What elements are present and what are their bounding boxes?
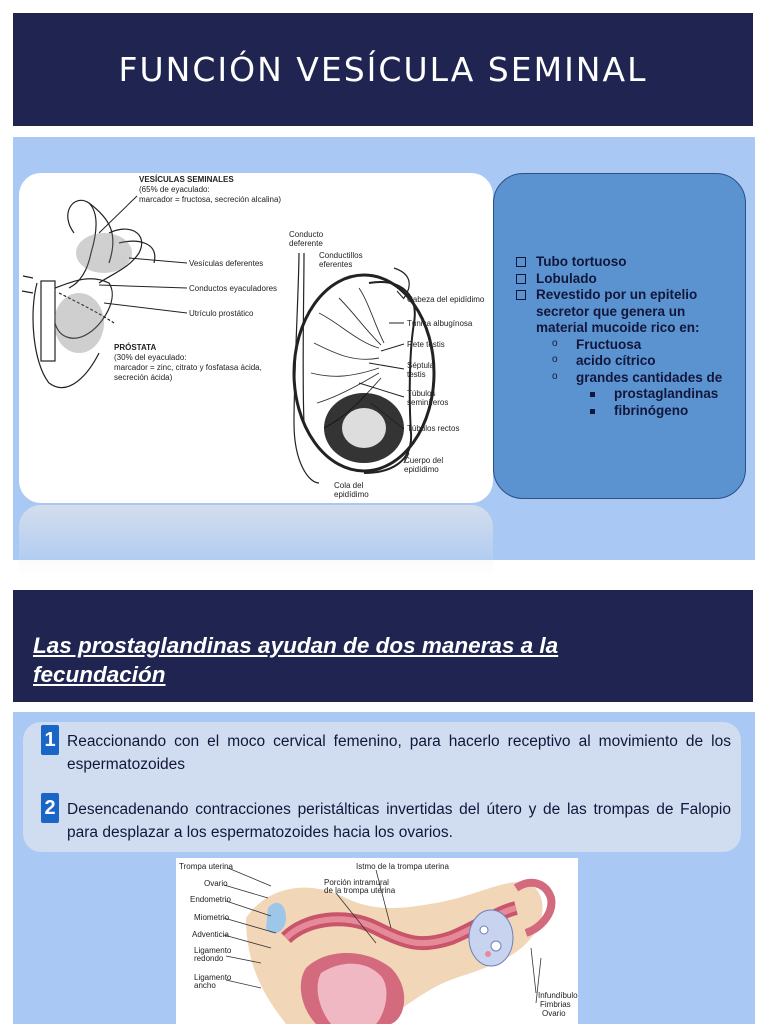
diagram-reflection	[19, 505, 493, 575]
female-anatomy-diagram	[176, 858, 578, 1024]
number-badge-1: 1	[41, 725, 59, 755]
label-ligamento-redondo: Ligamento redondo	[194, 946, 232, 963]
point-2-text: Desencadenando contracciones peristálticas invertidas del útero y de las trompas de Falopio para desplazar a los espermatozoides hacia los ovarios.	[67, 801, 731, 841]
label-prostata-sub3: secreción ácida)	[114, 373, 173, 382]
slide2-header	[13, 590, 753, 702]
label-conductillos: Conductillos eferentes	[319, 251, 363, 269]
label-cabeza: Cabeza del epidídimo	[407, 295, 485, 304]
label-miometrio: Miometrio	[194, 913, 230, 922]
label-vesiculas-sub1: (65% de eyaculado:	[139, 185, 210, 194]
label-infundibulo: Infundíbulo	[538, 991, 578, 1000]
label-prostata-sub2: marcador = zinc, citrato y fosfatasa ácida,	[114, 363, 262, 372]
label-adventicia: Adventicia	[192, 930, 229, 939]
label-porcion: Porción intramural de la trompa uterina	[324, 878, 396, 895]
bullet-subsubitem: prostaglandinas	[514, 386, 735, 403]
bullet-item: Tubo tortuoso	[514, 254, 735, 271]
slide1-header	[13, 13, 753, 126]
point-1	[41, 730, 731, 776]
label-endometrio: Endometrio	[190, 895, 231, 904]
male-anatomy-illustration	[19, 173, 493, 503]
label-vesiculas-sub2: marcador = fructosa, secreción alcalina)	[139, 195, 282, 204]
bullet-item: Lobulado	[514, 271, 735, 288]
points-box	[23, 722, 741, 852]
point-1-text: Reaccionando con el moco cervical femenino, para hacerlo receptivo al movimiento de los espermatozoides	[67, 733, 731, 773]
info-box	[493, 173, 746, 499]
bullet-item: Revestido por un epitelio secretor que genera un material mucoide rico en:	[514, 287, 735, 337]
label-tubulos-rectos: Túbulos rectos	[407, 424, 460, 433]
label-prostata-sub1: (30% del eyaculado:	[114, 353, 187, 362]
label-rete: Rete testis	[407, 340, 445, 349]
label-cola: Cola del epidídimo	[334, 481, 369, 499]
bullet-subitem: o Fructuosa	[514, 337, 735, 354]
label-tunica: Túnica albugínosa	[407, 319, 473, 328]
label-cuerpo: Cuerpo del epidídimo	[404, 456, 444, 474]
label-ovario: Ovario	[204, 879, 228, 888]
label-conducto-deferente: Conducto deferente	[289, 230, 324, 248]
label-vesiculas-deferentes: Vesículas deferentes	[189, 259, 264, 268]
label-vesiculas-title: VESÍCULAS SEMINALES	[139, 175, 234, 184]
male-anatomy-diagram	[19, 173, 493, 503]
label-ligamento-ancho: Ligamento ancho	[194, 973, 232, 990]
bullet-subsubitem: fibrinógeno	[514, 403, 735, 420]
slide1-body	[13, 137, 755, 560]
slide1-title: FUNCIÓN VESÍCULA SEMINAL	[118, 50, 648, 89]
label-conductos-eyaculadores: Conductos eyaculadores	[189, 284, 278, 293]
label-fimbrias: Fimbrias	[540, 1000, 571, 1009]
point-2	[41, 798, 731, 844]
label-utriculo: Utrículo prostático	[189, 309, 254, 318]
label-prostata-title: PRÓSTATA	[114, 343, 157, 352]
label-istmo: Istmo de la trompa uterina	[356, 862, 449, 871]
slide2-title: Las prostaglandinas ayudan de dos maneras a la fecundación	[33, 633, 559, 687]
label-tubulos-seminiferos: Túbulos seminíferos	[407, 389, 449, 407]
bullet-subitem: o acido cítrico	[514, 353, 735, 370]
label-trompa: Trompa uterina	[179, 862, 233, 871]
bullet-subitem: o grandes cantidades de	[514, 370, 735, 387]
number-badge-2: 2	[41, 793, 59, 823]
bullet-list	[514, 254, 735, 419]
label-septula: Séptula testis	[407, 361, 435, 379]
label-ovario-2: Ovario	[542, 1009, 566, 1018]
